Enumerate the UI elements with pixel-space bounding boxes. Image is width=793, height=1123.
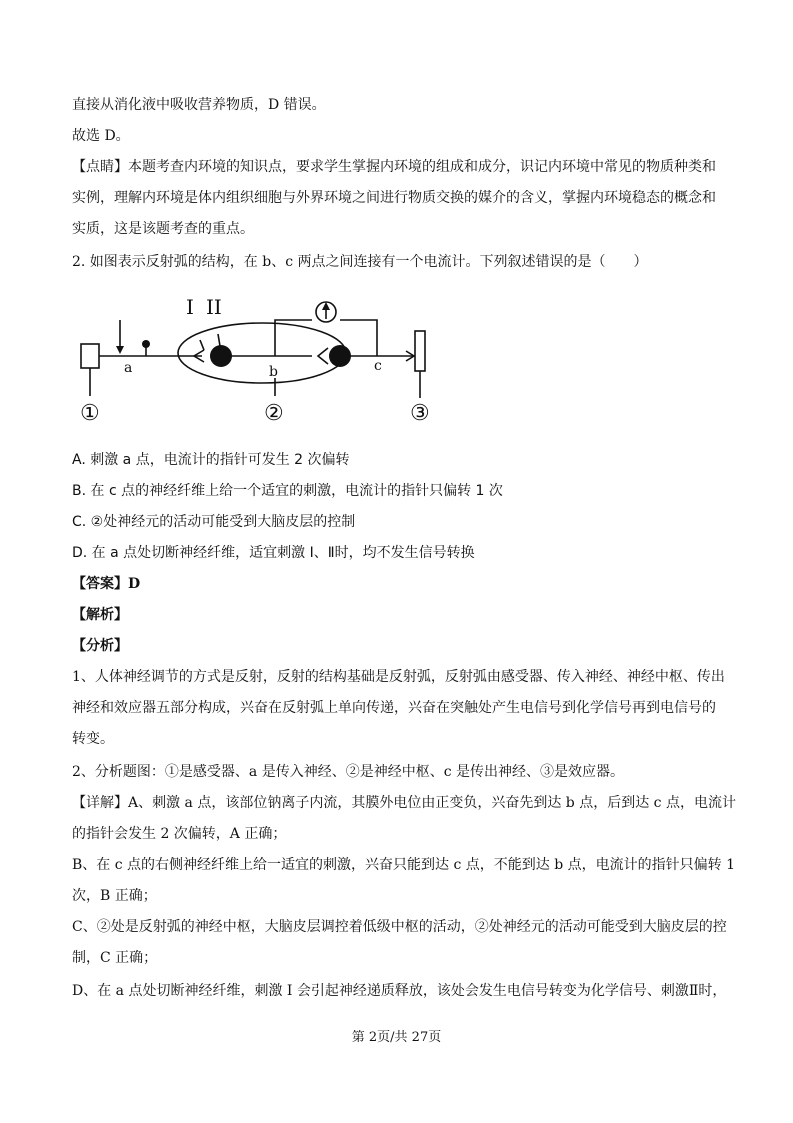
option-b: B. 在 c 点的神经纤维上给一个适宜的刺激，电流计的指针只偏转 1 次 — [72, 483, 503, 499]
ganglion-knob — [142, 340, 150, 348]
detail-line: B、在 c 点的右侧神经纤维上给一适宜的刺激，兴奋只能到达 c 点，不能到达 b 点，电流计的指针只偏转 1 — [72, 857, 735, 873]
pointer-2 — [218, 334, 220, 346]
label-roman-2: II — [206, 295, 222, 319]
receptor-box — [81, 344, 99, 368]
page-footer: 第 2页/共 27页 — [351, 1030, 442, 1045]
label-effector: ③ — [410, 401, 430, 426]
option-c: C. ②处神经元的活动可能受到大脑皮层的控制 — [72, 514, 356, 530]
synapse-2 — [318, 348, 328, 364]
neuron-body-2 — [329, 345, 351, 367]
analysis-line: 2、分析题图：①是感受器、a 是传入神经、②是神经中枢、c 是传出神经、③是效应器。 — [72, 764, 624, 780]
detail-line: C、②处是反射弧的神经中枢，大脑皮层调控着低级中枢的活动，②处神经元的活动可能受到大脑皮层的控 — [72, 919, 727, 935]
label-b: b — [269, 364, 278, 380]
fenxi-heading: 【分析】 — [72, 638, 128, 654]
analysis-line: 神经和效应器五部分构成，兴奋在反射弧上单向传递，兴奋在突触处产生电信号到化学信号再到电信号的 — [72, 700, 716, 716]
neuron-body-1 — [210, 345, 232, 367]
analysis-line: 转变。 — [72, 731, 114, 747]
question-title: 2. 如图表示反射弧的结构，在 b、c 两点之间连接有一个电流计。下列叙述错误的是（ ） — [72, 254, 648, 270]
text-line: 【点睛】本题考查内环境的知识点，要求学生掌握内环境的组成和成分，识记内环境中常见的物质种类和 — [72, 159, 716, 175]
arrow-head — [116, 346, 124, 354]
detail-line: 的指针会发生 2 次偏转，A 正确； — [72, 826, 287, 842]
text-line: 实例，理解内环境是体内组织细胞与外界环境之间进行物质交换的媒介的含义，掌握内环境稳态的概念和 — [72, 190, 716, 206]
analysis-line: 1、人体神经调节的方式是反射，反射的结构基础是反射弧，反射弧由感受器、传入神经、神经中枢、传出 — [72, 669, 725, 685]
pointer-1 — [200, 340, 204, 350]
jiexi-heading: 【解析】 — [72, 607, 128, 623]
detail-line: D、在 a 点处切断神经纤维，刺激 I 会引起神经递质释放，该处会发生电信号转变为化学信号、刺激Ⅱ时， — [72, 983, 727, 999]
option-d: D. 在 a 点处切断神经纤维，适宜刺激 Ⅰ、Ⅱ时，均不发生信号转换 — [72, 545, 475, 561]
text-line: 直接从消化液中吸收营养物质，D 错误。 — [72, 97, 326, 113]
text-line: 故选 D。 — [72, 128, 130, 144]
detail-line: 【详解】A、刺激 a 点，该部位钠离子内流，其膜外电位由正变负，兴奋先到达 b 点，后到达 c 点，电流计 — [72, 795, 736, 811]
effector-box — [415, 331, 425, 371]
option-a: A. 刺激 a 点，电流计的指针可发生 2 次偏转 — [72, 452, 350, 468]
label-center: ② — [264, 401, 284, 426]
text-line: 实质，这是该题考查的重点。 — [72, 221, 254, 237]
reflex-arc-diagram — [72, 290, 452, 430]
detail-line: 次，B 正确； — [72, 888, 157, 904]
answer: 【答案】D — [72, 576, 141, 592]
label-receptor: ① — [80, 401, 100, 426]
detail-line: 制，C 正确； — [72, 950, 158, 966]
label-a: a — [124, 360, 133, 376]
label-roman-1: I — [186, 295, 194, 319]
label-c: c — [374, 358, 382, 374]
